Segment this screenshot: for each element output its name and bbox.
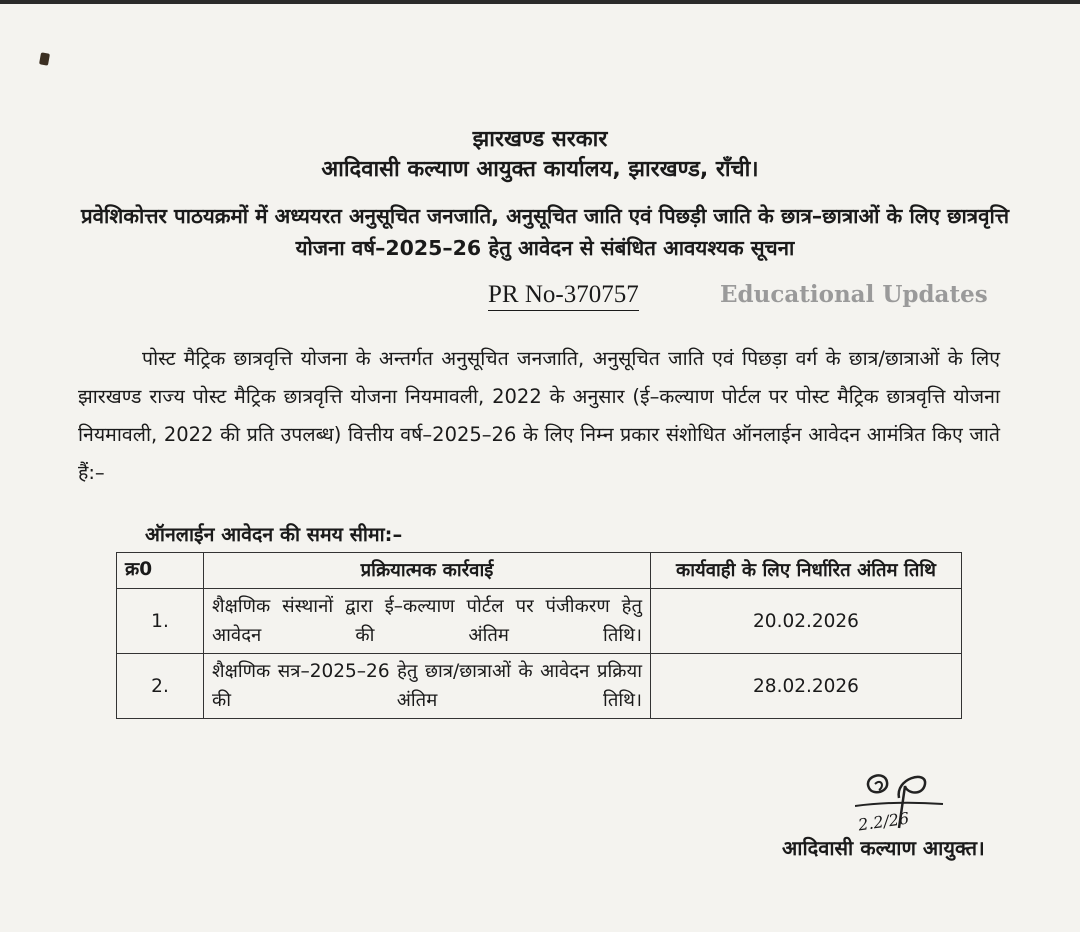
header-action: प्रक्रियात्मक कार्रवाई — [204, 553, 651, 589]
row-action: शैक्षणिक संस्थानों द्वारा ई–कल्याण पोर्टल पर पंजीकरण हेतु आवेदन की अंतिम तिथि। — [204, 589, 651, 654]
body-paragraph — [78, 340, 1000, 492]
subject-heading: प्रवेशिकोत्तर पाठयक्रमों में अध्ययरत अनुसूचित जनजाति, अनुसूचित जाति एवं पिछड़ी जाति के छात्र–छात्राओं के लिए छात्रवृत्ति योजना वर्ष–2025–26 हेतु आवेदन से संबंधित आवयश्यक सूचना — [81, 204, 1009, 260]
header-office: आदिवासी कल्याण आयुक्त कार्यालय, झारखण्ड, राँची। — [321, 157, 759, 182]
header-government: झारखण्ड सरकार — [472, 127, 608, 152]
body-paragraph-text: पोस्ट मैट्रिक छात्रवृत्ति योजना के अन्तर्गत अनुसूचित जनजाति, अनुसूचित जाति एवं पिछड़ा वर्ग के छात्र/छात्राओं के लिए झारखण्ड राज्य पोस्ट मैट्रिक छात्रवृत्ति योजना नियमावली, 2022 के अनुसार (ई–कल्याण पोर्टल पर पोस्ट मैट्रिक छात्रवृत्ति योजना नियमावली, 2022 की प्रति उपलब्ध) वित्तीय वर्ष–2025–26 के लिए निम्न प्रकार संशोधित ऑनलाईन आवेदन आमंत्रित किए जाते हैं:– — [78, 347, 1000, 484]
header-deadline: कार्यवाही के लिए निर्धारित अंतिम तिथि — [651, 553, 962, 589]
row-action: शैक्षणिक सत्र–2025–26 हेतु छात्र/छात्राओं के आवेदन प्रक्रिया की अंतिम तिथि। — [204, 654, 651, 719]
row-serial: 2. — [117, 654, 204, 719]
row-serial: 1. — [117, 589, 204, 654]
page-speck — [39, 52, 50, 65]
signature-date: 2.2/26 — [856, 808, 911, 835]
row-date: 28.02.2026 — [651, 654, 962, 719]
watermark-text: Educational Updates — [720, 281, 988, 308]
deadline-table — [116, 552, 962, 719]
table-header-row — [117, 553, 962, 589]
signatory-designation: आदिवासी कल्याण आयुक्त। — [782, 836, 985, 860]
header-serial: क्र0 — [117, 553, 204, 589]
table-row — [117, 654, 962, 719]
table-row — [117, 589, 962, 654]
pr-number: PR No-370757 — [488, 281, 639, 311]
top-border — [0, 0, 1080, 4]
row-date: 20.02.2026 — [651, 589, 962, 654]
table-caption: ऑनलाईन आवेदन की समय सीमा:– — [145, 523, 403, 546]
